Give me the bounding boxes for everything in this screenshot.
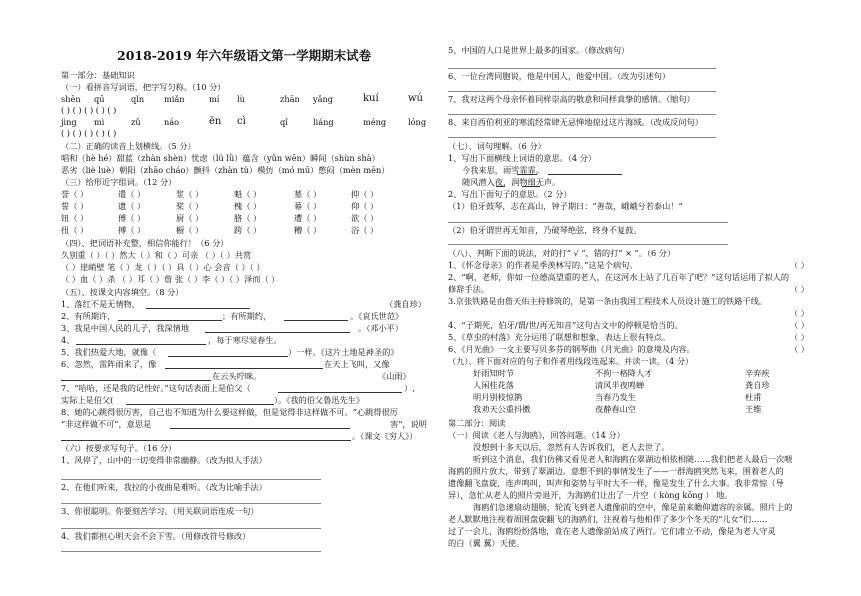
judgement-answer-box[interactable]: （ ） <box>790 320 809 330</box>
pinyin: jìng <box>61 117 77 127</box>
poem-line[interactable]: 清风半夜鸣蝉 <box>595 380 645 390</box>
fill-8-b: “非这样做不可”，意思是 <box>61 419 152 429</box>
fill-6-source: 《山雨》 <box>378 371 411 381</box>
poem-line[interactable]: 明月别枝惊鹊 <box>473 392 523 402</box>
fill-5: 5、我们热爱大地，就像（ <box>61 347 157 357</box>
part2-heading: 第二部分：阅读 <box>448 418 506 428</box>
pinyin: miǎn <box>164 94 185 104</box>
char-pair-cell[interactable]: 墓（ ） <box>294 189 322 199</box>
judgement-item: 2、“啊，老师，你如一位德高望重的老人，在这河水上站了几百年了吧？”这句话运用了拟人的 <box>448 272 790 282</box>
passage-line: 听到这个消息，我们仿佛又看见老人和海鸥在翠湖边相依相随……我们把老人最后一次喂 <box>473 454 793 464</box>
pinyin: liáng <box>313 117 334 127</box>
author-name[interactable]: 龚自珍 <box>745 380 770 390</box>
judgement-answer-box[interactable]: （ ） <box>790 284 809 294</box>
underline-mark <box>517 174 537 175</box>
rewrite-1: 1、风停了，山中的一切变得非常幽静。（改为拟人手法） <box>61 455 267 465</box>
exam-title: 2018-2019 年六年级语文第一学期期末试卷 <box>117 48 372 63</box>
pronunciation-line-2[interactable]: 恶劣（liè luè）朝阳（zhāo cháo）颤抖（zhàn tù）模仿（mó mū）憋闷（mèn mēn） <box>61 165 390 175</box>
char-pair-cell[interactable]: 誉（ ） <box>61 189 89 199</box>
answer-line[interactable] <box>448 137 716 138</box>
poem-line[interactable]: 夜静春山空 <box>595 404 636 414</box>
pinyin: zhān <box>280 94 300 104</box>
fill-2-mid: ；有所期约， <box>222 311 272 321</box>
passage-p1: 没想到十多天以后，忽然有人告诉我们，老人去世了。 <box>473 442 670 452</box>
author-name[interactable]: 王维 <box>745 404 762 414</box>
passage-line: 过了一会儿，海鸥纷纷落地，竟在老人遗像前站成了两行。它们肃立不动，像是为老人守灵 <box>448 526 776 536</box>
answer-line[interactable] <box>61 503 321 504</box>
pinyin-row-2 <box>61 117 438 127</box>
char-pair-cell[interactable]: 橱（ ） <box>176 225 204 235</box>
author-name[interactable]: 辛弃疾 <box>745 368 770 378</box>
fill-8-c: 害”，说明 <box>390 419 427 429</box>
judgement-item: 4、“子期死，伯牙/谓/世/再无知音”这句古文中的停顿是恰当的。 <box>448 320 683 330</box>
answer-line[interactable] <box>126 404 274 405</box>
char-pair-cell[interactable]: 抑（ ） <box>351 189 379 199</box>
rewrite-8: 8、来自西伯利亚的寒流经常肆无忌惮地掠过这片海域。（改成反问句） <box>448 117 703 127</box>
fill-1: 1、落红不是无情物， <box>61 299 140 309</box>
pinyin: qū <box>94 94 105 104</box>
answer-line[interactable] <box>284 320 348 321</box>
pinyin: mì <box>94 117 105 127</box>
pinyin: cì <box>237 116 246 127</box>
fill-6-mid: 在天上飞叫，又像 <box>324 359 390 369</box>
fill-7: 7、“哈哈，还是我的记性好。”这句话表面上是伯父（ <box>61 383 251 393</box>
answer-line[interactable] <box>146 308 250 309</box>
pinyin: qǐ <box>280 117 288 127</box>
section9-heading: （九）、将下面对应的句子和作者用线段连起来。并读一读。（4 分） <box>448 356 694 366</box>
fill-5-source: ）一样。《这片土地是神圣的》 <box>288 347 399 357</box>
underline-mark <box>496 186 505 187</box>
poem-line[interactable]: 当春乃发生 <box>595 392 636 402</box>
char-pair-cell[interactable]: 糟（ ） <box>294 225 322 235</box>
passage-line: 老人默默地注视着周围盘旋翻飞的海鸥们，注视着与他相伴了多少个冬天的“儿女”们…… <box>448 514 768 524</box>
idiom-line-3[interactable]: （ ）血（ ）杀 （ ）耳（ ）詹 张（ ）李（ ）（ ）泽而（ ） <box>61 274 280 284</box>
answer-brackets-1[interactable]: ( ) ( ) ( ) ( ) ( ) <box>61 105 117 115</box>
char-pair-cell[interactable]: 厨（ ） <box>176 213 204 223</box>
rewrite-7: 7、我对这两个母亲怀着同样崇高的敬意和同样真挚的感情。（缩句） <box>448 94 695 104</box>
fill-2-source: 。《哀氏世范》 <box>350 311 404 321</box>
idiom-line-2[interactable]: （ ）崖峭壁 笔（ ）龙（ ）（ ）具（ ）心 会音（ ）（ ） <box>61 262 265 272</box>
section3-heading: （三）给形近字组词。（12 分） <box>61 177 177 187</box>
part1-heading: 第一部分：基础知识 <box>61 70 135 80</box>
fill-3-source: 。（邓小平） <box>358 323 404 333</box>
section1-heading: （一）看拼音写词语，把字写匀称。（10 分） <box>61 82 226 92</box>
fill-7-source: ）。《我的伯父鲁迅先生》 <box>274 395 365 405</box>
char-pair-cell[interactable]: 傅（ ） <box>118 213 146 223</box>
answer-line[interactable] <box>448 244 728 245</box>
rewrite-5: 5、中国的人口是世界上最多的国家。（修改病句） <box>448 45 630 55</box>
pronunciation-line-1[interactable]: 唱和（hè hé）甜蓝（zhàn shèn）忧虑（lü lǜ）蕴含（yǔn wēn）瞬间（shùn shà） <box>61 153 380 163</box>
answer-line[interactable] <box>61 380 211 381</box>
fill-8-source: 。（课文《穷人》） <box>352 431 418 441</box>
pinyin: qǐn <box>131 94 145 104</box>
answer-line[interactable] <box>205 332 350 333</box>
judgement-answer-box[interactable]: （ ） <box>790 260 809 270</box>
char-pair-cell[interactable]: 遭（ ） <box>294 213 322 223</box>
answer-line[interactable] <box>61 551 321 552</box>
pinyin: lóng <box>408 117 427 127</box>
answer-line[interactable] <box>548 174 622 175</box>
sentence-2: （2）伯牙谓世再无知音，乃破琴绝弦，终身不复鼓。 <box>448 225 642 235</box>
sentence-1: （1）伯牙鼓琴，志在高山，钟子期曰：“善哉，峨峨兮若泰山！” <box>448 201 683 211</box>
section6-heading: （六）按要求写句子。（16 分） <box>61 443 177 453</box>
poem-line[interactable]: 好雨知时节 <box>473 368 514 378</box>
pinyin: shēn <box>61 94 81 104</box>
answer-line[interactable] <box>61 440 351 441</box>
char-pair-cell[interactable]: 遗（ ） <box>118 201 146 211</box>
char-pair-cell[interactable]: 槐（ ） <box>234 201 262 211</box>
fill-6: 6、忽然，雷阵雨来了，像 <box>61 359 157 369</box>
char-pair-cell[interactable]: 扭（ ） <box>61 225 89 235</box>
section5-heading: （五）、按课文内容填空。（8 分） <box>61 287 184 297</box>
rewrite-2: 2、在他们听来，我拉的小夜曲是难听。（改为比喻手法） <box>61 482 267 492</box>
judgement-item: 3.京张铁路是由詹天佑主持修筑的，是第一条由我国工程技术人员设计施工的铁路干线。 <box>448 296 767 306</box>
answer-line[interactable] <box>165 368 323 369</box>
char-pair-cell[interactable]: 幕（ ） <box>294 201 322 211</box>
rewrite-6: 6、一位台湾同胞说，他是中国人，他爱中国。（改为引述句） <box>448 71 671 81</box>
passage-line: 的白（翼 翼）天使。 <box>448 538 525 548</box>
section2-heading: （二）正确的读音上划横线。（5 分） <box>61 141 196 151</box>
pinyin: yǎng <box>313 94 334 104</box>
judgement-item: 修辞手法。 <box>448 284 489 294</box>
judgement-item: 6、《月光曲》一文主要写贝多芬的钢琴曲《月光曲》的意境及内容。 <box>448 344 695 354</box>
char-pair-cell[interactable]: 桨（ ） <box>176 201 204 211</box>
fill-4: 4、 <box>61 335 75 345</box>
answer-line[interactable] <box>61 528 321 529</box>
fill-7-b: 实际上是伯父( <box>61 395 114 405</box>
pinyin: méng <box>363 117 387 127</box>
fill-3: 3、我是中国人民的儿子，我深情地 <box>61 323 190 333</box>
answer-brackets-2[interactable]: ( ) ( ) ( ) ( ) ( ) <box>61 128 117 138</box>
answer-line[interactable] <box>448 68 716 69</box>
passage-line: 遗像翻飞盘旋，连声鸣叫，叫声和姿势与平时大不一样，像是发生了什么大事。我非常惊（导 <box>448 478 784 488</box>
word-meaning-b: 随风潜入夜，润物细无声。 <box>462 177 561 187</box>
author-name[interactable]: 杜甫 <box>745 392 762 402</box>
pinyin: mí <box>209 94 220 104</box>
char-pair-cell[interactable]: 浆（ ） <box>176 189 204 199</box>
poem-line[interactable]: 人闲桂花落 <box>473 380 514 390</box>
pinyin: wú <box>408 93 423 104</box>
char-pair-cell[interactable]: 浴（ ） <box>351 225 379 235</box>
word-meaning-q: 1、写出下面横线上词语的意思。（4 分） <box>448 153 597 163</box>
answer-line[interactable] <box>61 479 321 480</box>
reading-heading: （一）阅读《老人与海鸥》，回答问题。（14 分） <box>448 430 625 440</box>
fill-2: 2、有所期许， <box>61 311 116 321</box>
passage-line: 异），急忙从老人的照片旁退开，为海鸥们让出了一片空（ kòng kōng ） 地。 <box>448 490 733 500</box>
idiom-line-1[interactable]: 久别重（ ）（ ）然大（ ）和（ ）可亲 （ ）（ ）共赏 <box>61 250 252 260</box>
pinyin: zǔ <box>131 117 141 127</box>
fill-7-end: ）, <box>404 383 415 393</box>
char-pair-cell[interactable]: 欲（ ） <box>351 213 379 223</box>
poem-line[interactable]: 我劝天公重抖擞 <box>473 404 531 414</box>
char-pair-cell[interactable]: 仰（ ） <box>351 201 379 211</box>
judgement-item: 5、《草虫的村落》充分运用了联想和想象，表达上很有特点。 <box>448 332 671 342</box>
pinyin: ēn <box>209 116 222 127</box>
pinyin: lù <box>237 94 245 104</box>
char-pair-cell[interactable]: 誓（ ） <box>61 201 89 211</box>
fill-6-end: 在云头咛咪。 <box>212 371 262 381</box>
word-meaning-a: 今我来思，雨雪霏霏。 <box>462 165 544 175</box>
answer-line[interactable] <box>168 356 288 357</box>
judgement-answer-box[interactable]: （ ） <box>790 344 809 354</box>
char-pair-cell[interactable]: 跨（ ） <box>234 225 262 235</box>
char-pair-cell[interactable]: 魁（ ） <box>234 189 262 199</box>
passage-line: 海鸥的照片放大，带到了翠湖边。意想不到的事情发生了——一群海鸥突然飞来，围着老人的 <box>448 466 784 476</box>
char-pair-cell[interactable]: 钮（ ） <box>61 213 89 223</box>
pinyin: náo <box>164 117 180 127</box>
section8-heading: （八）、判断下面的说法，对的打“ √ ”，错的打“ × ”。（6 分） <box>448 248 676 258</box>
pinyin: kuí <box>363 93 379 104</box>
answer-line[interactable] <box>118 320 222 321</box>
section7-heading: （七）、词句理解。（6 分） <box>448 141 546 151</box>
char-pair-cell[interactable]: 胳（ ） <box>234 213 262 223</box>
underline-mark <box>522 186 540 187</box>
fill-1-source: （龚自珍） <box>385 299 426 309</box>
answer-line[interactable] <box>76 344 206 345</box>
rewrite-4: 4、我们都担心明天会不会下雪。（用修改符号修改） <box>61 531 251 541</box>
sentence-meaning-q: 2、写出下面句子的意思。（2 分） <box>448 189 572 199</box>
pinyin-row-1 <box>61 94 438 104</box>
fill-8: 8、她的心跳得很厉害，自己也不知道为什么要这样做，但是觉得非这样做不可。“心跳得很厉 <box>61 407 398 417</box>
answer-line[interactable] <box>448 114 716 115</box>
judgement-answer-box[interactable]: （ ） <box>790 308 809 318</box>
answer-line[interactable] <box>170 428 350 429</box>
poem-line[interactable]: 不拘一格降人才 <box>595 368 653 378</box>
answer-line[interactable] <box>448 222 728 223</box>
char-pair-cell[interactable]: 搏（ ） <box>118 225 146 235</box>
answer-line[interactable] <box>448 91 716 92</box>
char-pair-cell[interactable]: 遣（ ） <box>118 189 146 199</box>
passage-line: 海鸥们急速扇动翅膀，轮流飞到老人遗像前的空中，像是前来瞻仰遗容的亲属。照片上的 <box>473 502 793 512</box>
rewrite-3: 3、你很聪明。你要刻苦学习。（用关联词语连成一句） <box>61 506 259 516</box>
judgement-item: 1、《怀念母亲》的作者是季羡林写的。”这是个病句。 <box>448 260 638 270</box>
judgement-answer-box[interactable]: （ ） <box>790 332 809 342</box>
fill-4-mid: ，每于寒尽觉春生。 <box>208 335 282 345</box>
answer-line[interactable] <box>278 392 402 393</box>
section4-heading: （四）、把词语补充整，相信你能行！（6 分） <box>61 238 229 248</box>
